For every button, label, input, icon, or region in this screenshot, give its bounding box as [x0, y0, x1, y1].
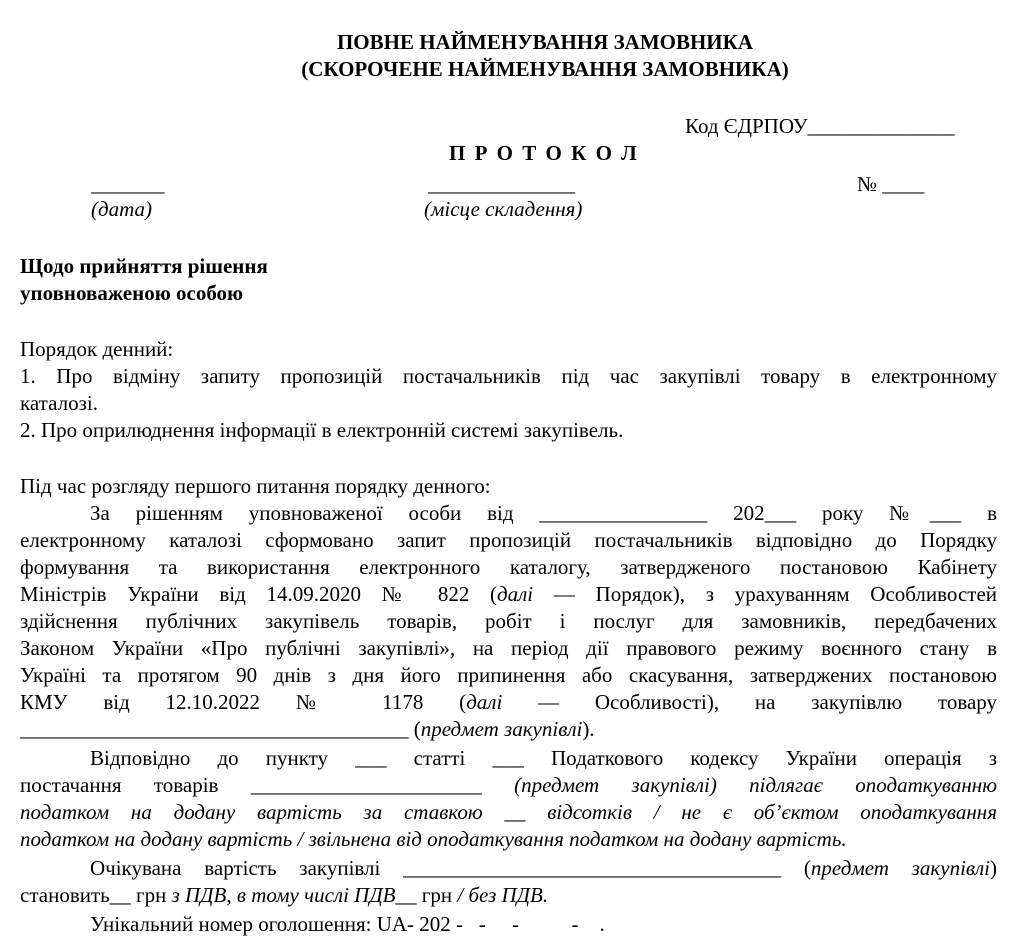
document-title: П Р О Т О К О Л — [449, 141, 639, 165]
announcement-number: Унікальний номер оголошення: UA- 202 - - - - . — [90, 912, 605, 936]
subject-line-1: Щодо прийняття рішення — [20, 254, 268, 278]
paragraph-1-line-5: здійснення публічних закупівель товарів, робіт і послуг для замовників, передбачених — [20, 609, 997, 633]
date-caption: (дата) — [91, 197, 153, 221]
paragraph-2-line-1: Відповідно до пункту ___ статті ___ Податкового кодексу України операція з — [90, 746, 997, 770]
date-blank: _______ — [91, 172, 165, 196]
place-caption: (місце складення) — [424, 197, 583, 221]
paragraph-3-line-1: Очікувана вартість закупівлі ____________________________________ (предмет закупівлі) — [90, 856, 997, 880]
paragraph-3-line-2: становить__ грн з ПДВ, в тому числі ПДВ__ грн / без ПДВ. — [20, 883, 549, 907]
paragraph-1-line-6: Законом України «Про публічні закупівлі», на період дії правового режиму воєнного стану в — [20, 636, 997, 660]
paragraph-2-line-2: постачання товарів ______________________ (предмет закупівлі) підлягає оподаткуванню — [20, 773, 997, 797]
paragraph-1-line-1: За рішенням уповноваженої особи від ________________ 202___ року №___ в — [90, 501, 997, 525]
customer-full-name: ПОВНЕ НАЙМЕНУВАННЯ ЗАМОВНИКА — [336, 30, 754, 54]
paragraph-1-line-3: формування та використання електронного каталогу, затвердженого постановою Кабінету — [20, 555, 997, 579]
paragraph-1-line-8: КМУ від 12.10.2022 № 1178 (далі — Особливості), на закупівлю товару — [20, 690, 997, 714]
paragraph-1-line-7: Україні та протягом 90 днів з дня його припинення або скасування, затверджених постановою — [20, 663, 997, 687]
paragraph-1-line-9: _____________________________________ (предмет закупівлі). — [20, 717, 595, 741]
edrpou-code: Код ЄДРПОУ______________ — [685, 114, 955, 138]
paragraph-1-line-2: електронному каталозі сформовано запит пропозицій постачальників відповідно до Порядку — [20, 528, 997, 552]
agenda-heading: Порядок денний: — [20, 337, 174, 361]
paragraph-2-line-3: податком на додану вартість за ставкою __ відсотків / не є об’єктом оподаткування — [20, 800, 997, 824]
paragraph-2-line-4: податком на додану вартість / звільнена від оподаткування податком на додану вартість. — [20, 827, 847, 851]
customer-short-name: (СКОРОЧЕНЕ НАЙМЕНУВАННЯ ЗАМОВНИКА) — [301, 57, 789, 81]
protocol-number: № ____ — [857, 172, 925, 196]
subject-line-2: уповноваженою особою — [20, 281, 244, 305]
discussion-heading: Під час розгляду першого питання порядку денного: — [20, 474, 491, 498]
agenda-item-1: 1. Про відміну запиту пропозицій постачальників під час закупівлі товару в електронному — [20, 364, 997, 388]
agenda-item-1-cont: каталозі. — [20, 391, 98, 415]
agenda-item-2: 2. Про оприлюднення інформації в електронній системі закупівель. — [20, 418, 624, 442]
place-blank: ______________ — [428, 172, 575, 196]
paragraph-1-line-4: Міністрів України від 14.09.2020 № 822 (далі — Порядок), з урахуванням Особливостей — [20, 582, 997, 606]
